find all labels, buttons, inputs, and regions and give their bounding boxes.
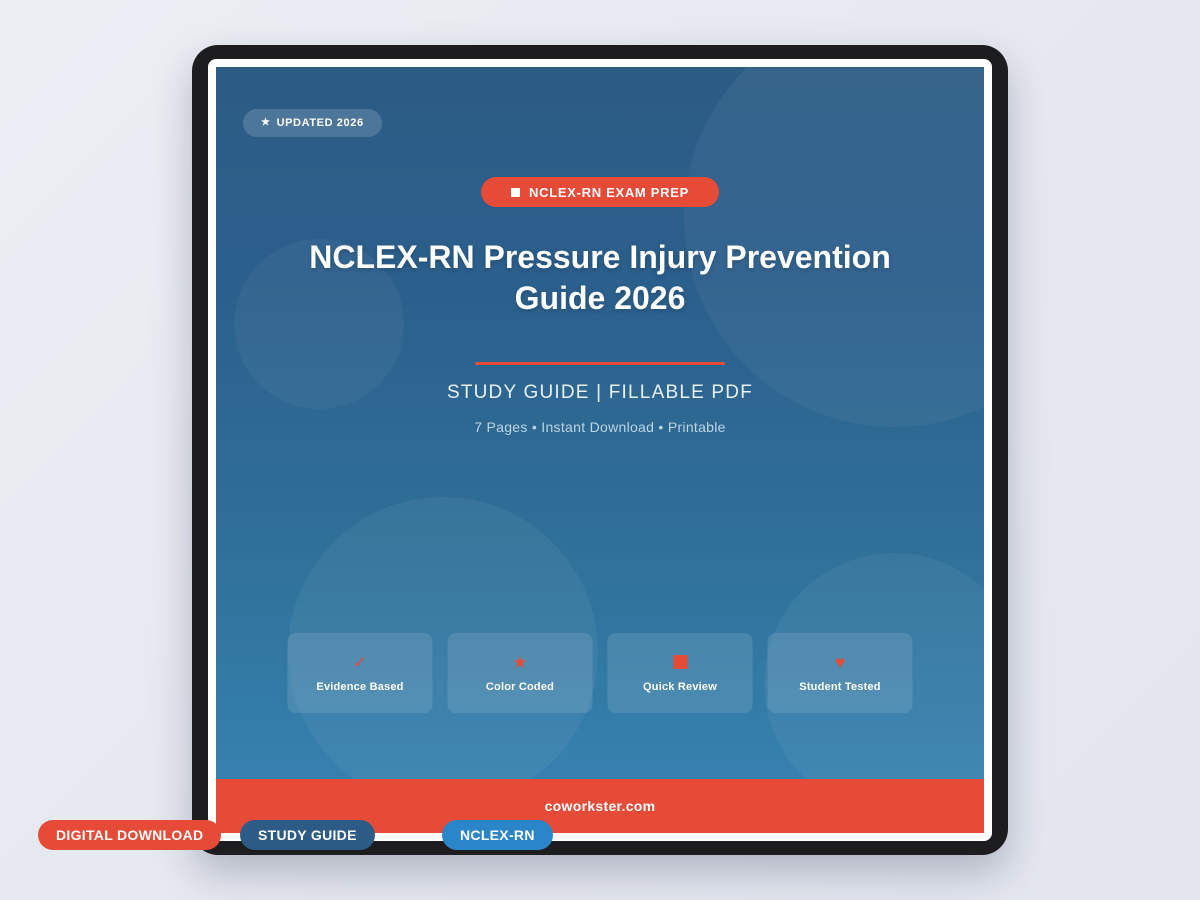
feature-card [448, 633, 593, 713]
square-icon [673, 653, 687, 671]
feature-card [768, 633, 913, 713]
updated-badge-label: UPDATED 2026 [276, 117, 364, 129]
feature-card [608, 633, 753, 713]
title-divider [475, 362, 725, 365]
page-title: NCLEX-RN Pressure Injury Prevention Guide 2026 [309, 239, 891, 316]
star-icon: ★ [261, 117, 271, 128]
poster-meta: 7 Pages • Instant Download • Printable [474, 419, 726, 435]
heart-icon: ♥ [834, 652, 846, 672]
exam-prep-badge-label: NCLEX-RN EXAM PREP [529, 184, 689, 200]
feature-label: Evidence Based [316, 681, 404, 693]
feature-label: Quick Review [643, 681, 717, 693]
check-icon: ✓ [352, 652, 368, 672]
feature-label: Student Tested [799, 681, 881, 693]
feature-list [288, 633, 913, 713]
device-screen [208, 59, 992, 841]
feature-card [288, 633, 433, 713]
device-frame [192, 45, 1008, 855]
feature-label: Color Coded [485, 681, 555, 693]
exam-prep-badge [481, 177, 719, 207]
square-icon [511, 188, 520, 197]
poster-subtitle: STUDY GUIDE | FILLABLE PDF [446, 382, 754, 403]
tag-study-guide: STUDY GUIDE [240, 820, 375, 850]
tag-digital-download: DIGITAL DOWNLOAD [38, 820, 221, 850]
tag-nclex-rn: NCLEX-RN [442, 820, 553, 850]
updated-badge [243, 109, 382, 137]
site-url: coworkster.com [544, 798, 656, 814]
product-poster [216, 67, 984, 833]
star-icon: ★ [512, 652, 528, 672]
